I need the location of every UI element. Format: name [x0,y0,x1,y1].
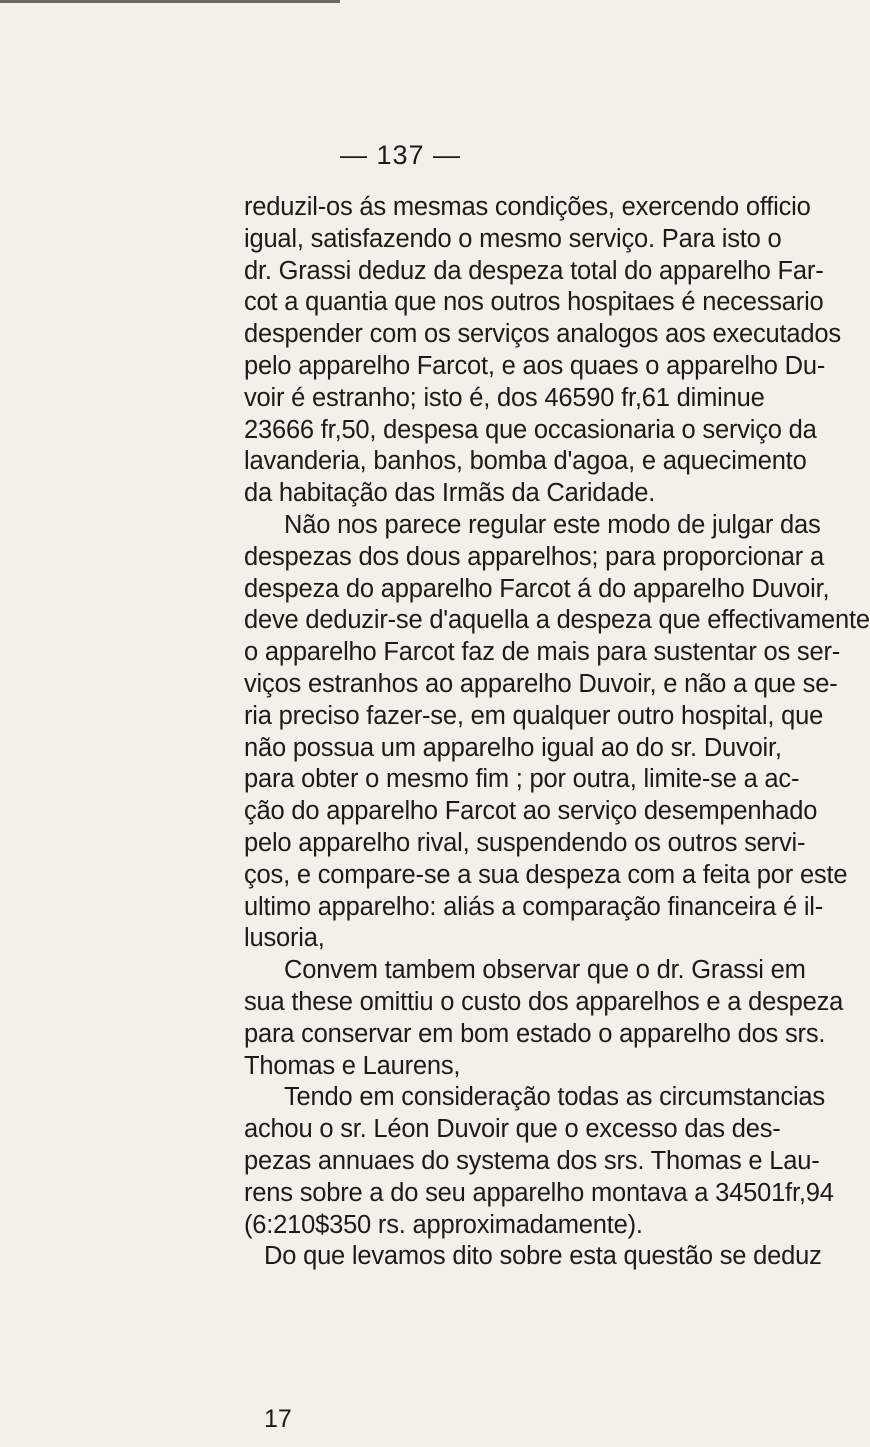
text-line: ria preciso fazer-se, em qualquer outro hospital, que [244,701,824,730]
text-line: Tendo em consideração todas as circumstancias [284,1083,825,1112]
text-line: Do que levamos dito sobre esta questão se deduz [264,1242,822,1271]
text-line: achou o sr. Léon Duvoir que o excesso das des- [244,1115,781,1144]
text-line: ção do apparelho Farcot ao serviço desempenhado [244,797,818,826]
text-line: dr. Grassi deduz da despeza total do apparelho Far- [244,256,824,285]
signature-mark: 17 [264,1405,292,1433]
text-line: não possua um apparelho igual ao do sr. Duvoir, [244,733,782,762]
text-line: 23666 fr,50, despesa que occasionaria o serviço da [244,415,817,444]
text-line: (6:210$350 rs. approximadamente). [244,1210,643,1239]
text-line: reduzil-os ás mesmas condições, exercendo officio [244,193,811,221]
text-line: rens sobre a do seu apparelho montava a 34501fr,94 [244,1178,834,1207]
text-line: da habitação das Irmãs da Caridade. [244,479,656,508]
text-line: pelo apparelho Farcot, e aos quaes o apparelho Du- [244,351,826,380]
text-line: para obter o mesmo fim ; por outra, limite-se a ac- [244,765,800,794]
text-line: despeza do apparelho Farcot á do apparelho Duvoir, [244,574,830,603]
text-line: voir é estranho; isto é, dos 46590 fr,61 diminue [244,383,765,412]
text-line: ços, e compare-se a sua despeza com a feita por este [244,860,848,889]
text-line: cot a quantia que nos outros hospitaes é necessario [244,288,824,317]
text-line: sua these omittiu o custo dos apparelhos e a despeza [244,987,844,1016]
text-line: despezas dos dous apparelhos; para proporcionar a [244,542,824,571]
text-line: o apparelho Farcot faz de mais para sustentar os ser- [244,638,841,667]
text-line: Thomas e Laurens, [244,1051,461,1080]
text-line: pezas annuaes do systema dos srs. Thomas e Lau- [244,1146,820,1175]
text-line: lavanderia, banhos, bomba d'agoa, e aquecimento [244,447,807,476]
text-line: despender com os serviços analogos aos executados [244,320,841,349]
top-border-rule [0,0,340,3]
text-line: igual, satisfazendo o mesmo serviço. Para isto o [244,224,782,253]
text-line: deve deduzir-se d'aquella a despeza que effectivamente [244,606,870,635]
text-line: ultimo apparelho: aliás a comparação financeira é il- [244,892,824,921]
text-line: lusoria, [244,924,325,953]
page-number: — 137 — [339,140,462,170]
text-line: viços estranhos ao apparelho Duvoir, e não a que se- [244,669,838,698]
body-text [244,192,870,1273]
text-line: pelo apparelho rival, suspendendo os outros servi- [244,828,806,857]
text-line: Não nos parece regular este modo de julgar das [284,510,821,539]
text-line: para conservar em bom estado o apparelho dos srs. [244,1019,826,1048]
text-line: Convem tambem observar que o dr. Grassi em [284,956,806,985]
